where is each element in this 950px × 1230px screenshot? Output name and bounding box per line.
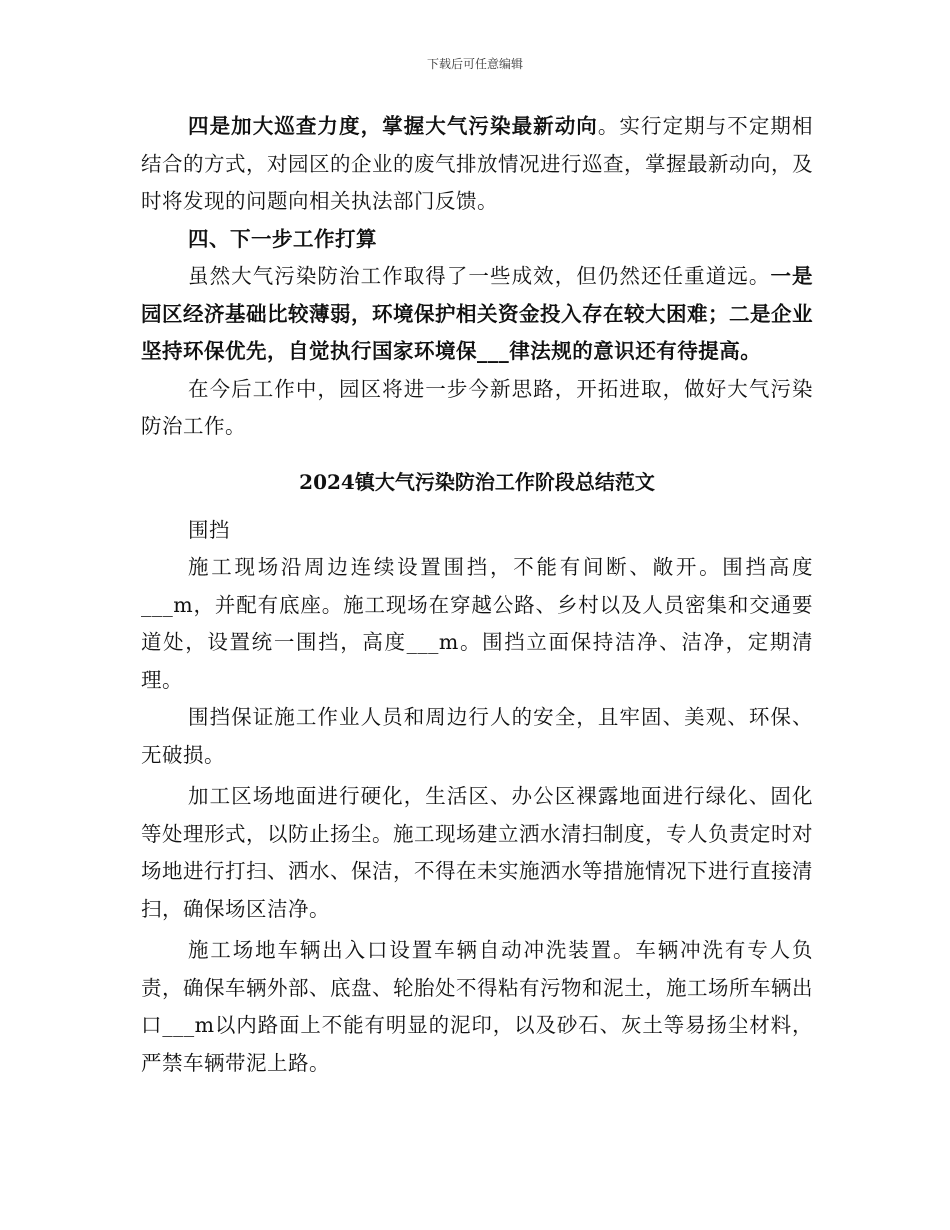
paragraph-future: 在今后工作中，园区将进一步今新思路，开拓进取，做好大气污染防治工作。 [141, 376, 813, 438]
paragraph-inspection [141, 108, 813, 221]
paragraph-challenges-text: 虽然大气污染防治工作取得了一些成效，但仍然还任重道远。 [188, 264, 771, 288]
paragraph-hoarding: 施工现场沿周边连续设置围挡，不能有间断、敞开。围挡高度___m，并配有底座。施工现场在穿越公路、乡村以及人员密集和交通要道处，设置统一围挡，高度___m。围挡立面保持洁净、洁净，定期清理。 [141, 555, 813, 692]
section-label-hoarding: 围挡 [188, 517, 230, 542]
page-header: 下载后可任意编辑 [426, 57, 523, 71]
paragraph-inspection-lead: 四是加大巡查力度，掌握大气污染最新动向 [188, 114, 598, 138]
document-body [141, 108, 813, 1082]
heading-next-steps: 四、下一步工作打算 [188, 226, 377, 251]
paragraph-hoarding-safety: 围挡保证施工作业人员和周边行人的安全，且牢固、美观、环保、无破损。 [141, 705, 813, 767]
paragraph-challenges [141, 258, 813, 371]
paragraph-vehicle-washing: 施工场地车辆出入口设置车辆自动冲洗装置。车辆冲洗有专人负责，确保车辆外部、底盘、轮胎处不得粘有污物和泥土，施工场所车辆出口___m以内路面上不能有明显的泥印，以及砂石、灰土等易扬尘材料，严禁车辆带泥上路。 [141, 938, 813, 1075]
paragraph-inspection-text: 。实行定期与不定期相结合的方式，对园区的企业的废气排放情况进行巡查，掌握最新动向，及时将发现的问题向相关执法部门反馈。 [141, 114, 814, 213]
paragraph-challenges-bold: 一是园区经济基础比较薄弱，环境保护相关资金投入存在较大困难；二是企业坚持环保优先，自觉执行国家环境保___律法规的意识还有待提高。 [141, 264, 814, 363]
paragraph-ground-hardening: 加工区场地面进行硬化，生活区、办公区裸露地面进行绿化、固化等处理形式，以防止扬尘。施工现场建立洒水清扫制度，专人负责定时对场地进行打扫、洒水、保洁，不得在未实施洒水等措施情况下进行直接清扫，确保场区洁净。 [141, 784, 813, 921]
document-title: 2024镇大气污染防治工作阶段总结范文 [299, 469, 655, 494]
